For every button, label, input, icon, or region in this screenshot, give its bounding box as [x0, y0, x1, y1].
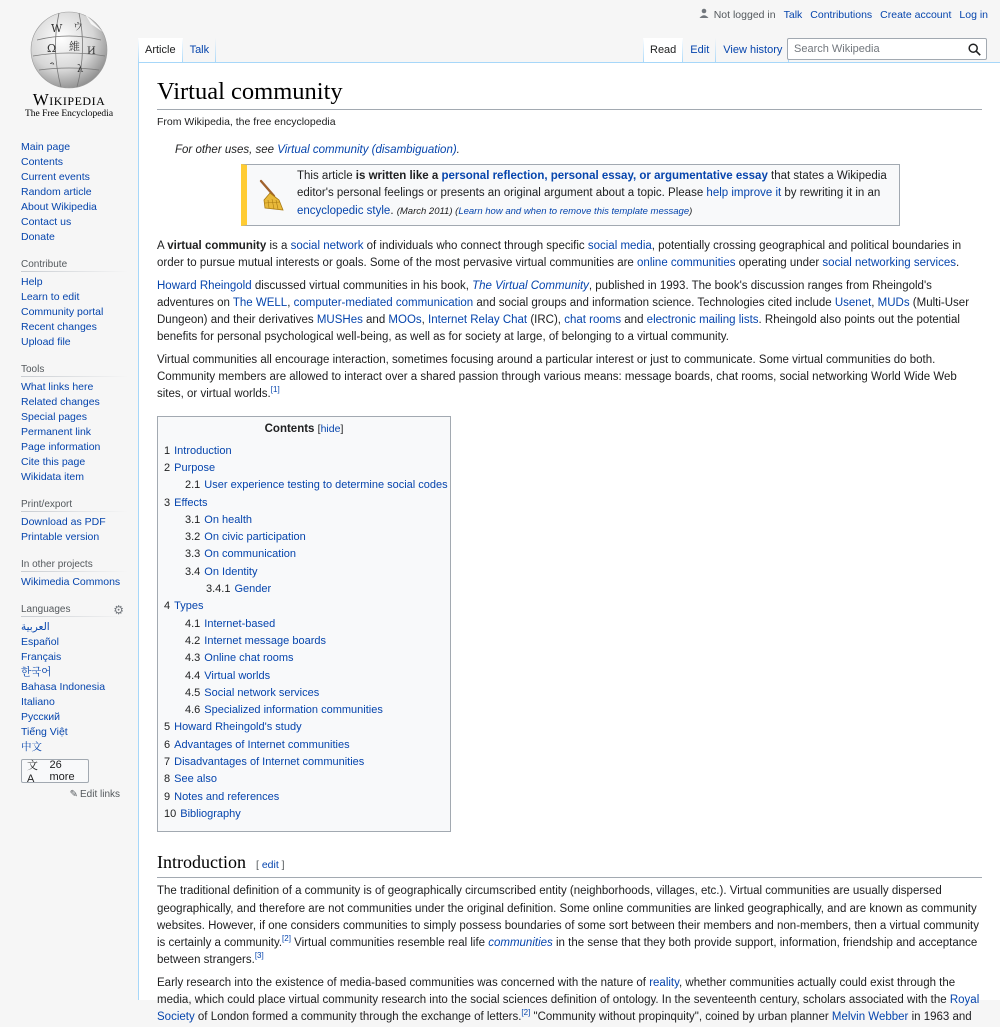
contribute-link-community-portal[interactable]: Community portal [21, 306, 104, 318]
toc-item[interactable] [164, 529, 444, 546]
p2-i: (IRC), [527, 314, 565, 327]
the-virtual-community-link[interactable]: The Virtual Community [472, 279, 589, 292]
contribute-link-upload-file[interactable]: Upload file [21, 336, 71, 348]
toc-link[interactable]: See also [174, 773, 217, 786]
toc-number: 4.6 [185, 704, 201, 717]
print-link-download-as-pdf[interactable]: Download as PDF [21, 516, 106, 528]
toc-number: 4.1 [185, 617, 201, 630]
nav-item [21, 140, 138, 155]
toc-number: 1 [164, 444, 171, 457]
tools-portal [0, 364, 138, 485]
edit-links-label: Edit links [79, 789, 120, 800]
intro-p2-c: of London formed a community through the exchange of letters. [194, 1011, 522, 1024]
toc-number: 3.3 [185, 548, 201, 561]
intro-p2-d: "Community without propinquity", coined by urban planner [530, 1011, 832, 1024]
p2-b: , published in 1993. The book's discussion ranges from Rheingold's adventures on [157, 279, 932, 309]
toc-number: 5 [164, 721, 171, 734]
language-link-bahasa-indonesia[interactable]: Bahasa Indonesia [21, 681, 106, 693]
toc-link[interactable]: Types [174, 600, 204, 613]
nav-link-contact-us[interactable]: Contact us [21, 216, 72, 228]
personal-tools [699, 8, 988, 21]
tab-read-label: Read [650, 44, 677, 56]
lead-paragraph-1 [157, 238, 982, 273]
tools-heading: Tools [21, 364, 128, 377]
languages-heading [21, 604, 128, 617]
p3-a: Virtual communities all encourage interaction, sometimes focusing around a particular interest or just to communicate. Some virtual communities do both. Community members are allowed to interact over a shared passion through various means: message boards, chat rooms, social networking World Wide Web sites, or virtual worlds. [157, 353, 957, 401]
essay-notice-box [241, 164, 900, 226]
contributions-link[interactable]: Contributions [810, 8, 873, 21]
irc-link[interactable]: Internet Relay Chat [428, 314, 528, 327]
edit-section-link[interactable]: edit [261, 859, 279, 872]
language-link-6[interactable]: Русский [21, 711, 60, 723]
contribute-link-learn-to-edit[interactable]: Learn to edit [21, 291, 80, 303]
notice-date-text: (March 2011) [396, 205, 453, 217]
nav-link-random-article[interactable]: Random article [21, 186, 92, 198]
projects-link-wikimedia-commons[interactable]: Wikimedia Commons [21, 576, 121, 588]
language-item [21, 680, 138, 695]
nav-item [21, 170, 138, 185]
toc-link[interactable]: Notes and references [174, 790, 280, 803]
print-portal [0, 499, 138, 545]
globe-icon [29, 10, 109, 90]
help-improve-link[interactable]: help improve it [706, 187, 782, 200]
language-item [21, 650, 138, 665]
toc-link[interactable]: On communication [204, 548, 297, 561]
pencil-icon: ✎ [69, 789, 78, 800]
svg-text:И: И [87, 46, 96, 57]
p2-a: discussed virtual communities in his book, [251, 279, 473, 292]
lead-paragraph-3 [157, 352, 982, 404]
essay-policy-link[interactable]: personal reflection, personal essay, or argumentative essay [441, 170, 768, 182]
not-logged-in-label: Not logged in [713, 9, 776, 21]
melvin-webber-link[interactable]: Melvin Webber [831, 1011, 909, 1024]
translate-icon: 文A [27, 760, 38, 785]
gear-icon[interactable]: ⚙ [113, 603, 124, 617]
tab-talk[interactable] [183, 38, 217, 63]
toc-link[interactable]: Introduction [174, 444, 232, 457]
more-languages-button[interactable] [21, 759, 89, 783]
reference-2b[interactable]: [2] [521, 1008, 531, 1018]
site-subtitle: From Wikipedia, the free encyclopedia [157, 116, 336, 128]
toc-number: 6 [164, 738, 171, 751]
toc-number: 4.2 [185, 634, 201, 647]
not-logged-in [699, 8, 776, 21]
p2-e: , [871, 296, 878, 309]
print-item [21, 515, 138, 530]
toc-link[interactable]: Advantages of Internet communities [174, 738, 350, 751]
toc-number: 2 [164, 461, 171, 474]
communities-link[interactable]: communities [488, 937, 553, 950]
mushes-link[interactable]: MUSHes [316, 314, 363, 327]
reference-1[interactable]: [1] [270, 385, 280, 395]
search-input[interactable] [788, 39, 962, 59]
contribute-item [21, 305, 138, 320]
wikipedia-logo[interactable] [0, 0, 138, 130]
nav-item [21, 155, 138, 170]
toc-number: 3.4 [185, 565, 201, 578]
toc-item[interactable] [164, 546, 444, 563]
p1-f: operating under [735, 257, 823, 270]
talk-link[interactable]: Talk [783, 8, 803, 21]
intro-paragraph-2 [157, 975, 982, 1027]
tools-item [21, 380, 138, 395]
tools-item [21, 425, 138, 440]
contribute-portal [0, 259, 138, 350]
contribute-item [21, 335, 138, 350]
remove-template-link[interactable]: Learn how and when to remove this template message [458, 205, 690, 217]
notice-text [297, 168, 891, 221]
print-heading: Print/export [21, 499, 128, 512]
tab-edit[interactable] [683, 38, 716, 63]
tools-item [21, 440, 138, 455]
toc-item[interactable] [164, 581, 444, 598]
tools-link-what-links-here[interactable]: What links here [21, 381, 94, 393]
hatnote [175, 144, 982, 156]
view-tabs [643, 38, 789, 63]
toc-item[interactable] [164, 806, 444, 823]
reference-3[interactable]: [3] [254, 951, 264, 961]
intro-p1-b: Virtual communities resemble real life [290, 937, 489, 950]
toc-item[interactable] [164, 789, 444, 806]
tab-edit-label: Edit [690, 44, 710, 56]
language-item [21, 620, 138, 635]
toc-number: 3.2 [185, 531, 201, 544]
tab-view-history-label: View history [723, 44, 783, 56]
intro-p1-a: The traditional definition of a community is of geographically circumscribed entity (neighborhoods, villages, etc.). Virtual communities are usually dispersed geographically, and therefore are not communities under the original definition. Some online communities are linked geographically, and are known as community websites. However, if one considers communities to simply possess boundaries of some sort between their members and non-members, then a virtual community is certainly a community. [157, 885, 979, 950]
toc-number: 4.5 [185, 686, 201, 699]
toc-link[interactable]: Bibliography [180, 807, 241, 820]
toc-item[interactable] [164, 771, 444, 788]
p1-d: of individuals who connect through specific [363, 240, 588, 252]
tools-item [21, 455, 138, 470]
language-link-espa-ol[interactable]: Español [21, 636, 59, 648]
intro-p2-e: in 1963 and [908, 1011, 972, 1024]
social-network-link[interactable]: social network [290, 240, 364, 252]
nav-link-about-wikipedia[interactable]: About Wikipedia [21, 201, 97, 213]
edit-interlanguage-links[interactable] [0, 789, 138, 800]
p2-f: (Multi-User Dungeon) and their derivatives [157, 296, 970, 327]
toc-title [164, 423, 444, 435]
intro-p2-b: , whether communities actually could exist through the media, which could place virtual community research into the social sciences definition of ontology. In the seventeenth century, scholars associated with the [157, 976, 956, 1006]
tools-item [21, 395, 138, 410]
print-link-printable-version[interactable]: Printable version [21, 531, 100, 543]
nav-link-main-page[interactable]: Main page [21, 141, 71, 153]
toc-item[interactable] [164, 685, 444, 702]
toc-link[interactable]: Howard Rheingold's study [174, 721, 302, 734]
nav-portal [0, 140, 138, 245]
table-of-contents [157, 416, 451, 833]
notice-t3: by rewriting it in an [781, 187, 881, 200]
contribute-heading: Contribute [21, 259, 128, 272]
toc-link[interactable]: On civic participation [204, 531, 306, 544]
p1-e: , potentially crossing geographical and political boundaries in order to pursue mutual interests or goals. Some of the most pervasive virtual communities are [157, 240, 962, 270]
tools-link-page-information[interactable]: Page information [21, 441, 101, 453]
moos-link[interactable]: MOOs [388, 314, 422, 327]
toc-item[interactable] [164, 737, 444, 754]
contribute-item [21, 290, 138, 305]
tools-link-permanent-link[interactable]: Permanent link [21, 426, 92, 438]
tab-article[interactable] [138, 38, 183, 63]
toc-item[interactable] [164, 460, 444, 477]
toc-link[interactable]: Internet-based [204, 617, 276, 630]
nav-link-current-events[interactable]: Current events [21, 171, 90, 183]
contribute-item [21, 320, 138, 335]
toc-item[interactable] [164, 512, 444, 529]
toc-number: 8 [164, 773, 171, 786]
nav-link-contents[interactable]: Contents [21, 156, 64, 168]
reference-2[interactable]: [2] [282, 934, 291, 944]
language-link-0[interactable]: العربية [21, 621, 50, 633]
language-link-ti-ng-vi-t[interactable]: Tiếng Việt [21, 726, 68, 738]
broom-icon [255, 168, 289, 221]
language-item [21, 695, 138, 710]
language-item [21, 710, 138, 725]
language-link-8[interactable]: 中文 [21, 741, 42, 753]
toc-item[interactable] [164, 564, 444, 581]
p2-k: . Rheingold also points out the potential benefits for personal psychological well-being, as well as for society at large, of belonging to a virtual community. [157, 314, 960, 344]
mailing-lists-link[interactable]: electronic mailing lists [646, 314, 759, 327]
toc-item[interactable] [164, 616, 444, 633]
nav-item [21, 200, 138, 215]
toc-link[interactable]: Online chat rooms [204, 652, 294, 665]
toc-link[interactable]: On Identity [204, 565, 258, 578]
tools-item [21, 470, 138, 485]
notice-bold: is written like a [355, 170, 442, 182]
tab-article-label: Article [145, 44, 176, 56]
tools-link-special-pages[interactable]: Special pages [21, 411, 87, 423]
nav-item [21, 230, 138, 245]
language-link-fran-ais[interactable]: Français [21, 651, 62, 663]
toc-item[interactable] [164, 650, 444, 667]
toc-item[interactable] [164, 754, 444, 771]
toc-link[interactable]: Internet message boards [204, 634, 326, 647]
editsec-open: [ [255, 859, 262, 872]
language-item [21, 635, 138, 650]
toc-hide-toggle: [hide] [317, 422, 344, 435]
sidebar [0, 140, 138, 810]
hatnote-suffix: . [456, 144, 460, 156]
toc-item[interactable] [164, 443, 444, 460]
lead-paragraph-2 [157, 278, 982, 347]
toc-link[interactable]: Purpose [174, 461, 216, 474]
tools-link-wikidata-item[interactable]: Wikidata item [21, 471, 85, 483]
contribute-link-help[interactable]: Help [21, 276, 43, 288]
hatnote-prefix: For other uses, see [175, 144, 278, 156]
projects-portal [0, 559, 138, 590]
projects-heading: In other projects [21, 559, 128, 572]
intro-paragraph-1 [157, 883, 982, 969]
intro-p1-c: in the sense that they both provide support, information, friendship and acceptance between strangers. [157, 937, 978, 967]
log-in-link[interactable]: Log in [959, 8, 988, 21]
p2-g: and [362, 314, 389, 327]
toc-number: 10 [164, 807, 177, 820]
toc-number: 7 [164, 756, 171, 769]
royal-society-link[interactable]: Royal Society [157, 993, 980, 1024]
p2-j: and [621, 314, 647, 327]
toc-number: 4.3 [185, 652, 201, 665]
page-title: Virtual community [157, 77, 982, 110]
language-item [21, 740, 138, 755]
toc-link[interactable]: Gender [234, 583, 272, 596]
toc-number: 3.1 [185, 513, 201, 526]
p1-bold-term: virtual community [167, 240, 267, 252]
toc-link[interactable]: Effects [174, 496, 208, 509]
toc-item[interactable] [164, 633, 444, 650]
namespace-tabs [138, 38, 216, 63]
projects-item [21, 575, 138, 590]
language-link-italiano[interactable]: Italiano [21, 696, 55, 708]
notice-t2: that states a Wikipedia editor's personal feelings or presents an original argument about a topic. Please [297, 170, 887, 200]
toc-link[interactable]: Disadvantages of Internet communities [174, 756, 365, 769]
nav-item [21, 185, 138, 200]
notice-small-close: ) [689, 205, 693, 217]
more-languages-label: 26 more [49, 759, 75, 783]
notice-date [397, 206, 453, 217]
notice-small-open: ( [452, 205, 459, 217]
toc-number: 3 [164, 496, 171, 509]
nav-link-donate[interactable]: Donate [21, 231, 55, 243]
tab-read[interactable] [643, 38, 683, 63]
toc-number: 4.4 [185, 669, 201, 682]
social-networking-services-link[interactable]: social networking services [822, 257, 957, 270]
tab-view-history[interactable] [716, 38, 789, 63]
toc-item[interactable] [164, 719, 444, 736]
svg-text:維: 維 [69, 40, 80, 53]
search-icon[interactable] [962, 43, 986, 56]
p1-c: is a [266, 240, 291, 252]
contribute-item [21, 275, 138, 290]
contribute-link-recent-changes[interactable]: Recent changes [21, 321, 97, 333]
toc-hide-link[interactable]: hide [320, 422, 341, 435]
languages-portal [0, 604, 138, 800]
language-link-3[interactable]: 한국어 [21, 666, 52, 678]
toc-item[interactable] [164, 495, 444, 512]
toc-link[interactable]: Virtual worlds [204, 669, 271, 682]
search-box [787, 38, 987, 60]
howard-rheingold-link[interactable]: Howard Rheingold [157, 279, 252, 292]
p2-h: , [421, 314, 429, 327]
user-icon [699, 9, 712, 21]
print-item [21, 530, 138, 545]
svg-text:ウ: ウ [73, 22, 83, 33]
online-communities-link[interactable]: online communities [637, 257, 736, 270]
language-item [21, 725, 138, 740]
disambiguation-link[interactable]: Virtual community (disambiguation) [277, 144, 457, 156]
introduction-heading-label: Introduction [157, 852, 246, 873]
svg-text:W: W [51, 22, 63, 35]
toc-link[interactable]: On health [204, 513, 252, 526]
toc-number: 9 [164, 790, 171, 803]
toc-number: 4 [164, 600, 171, 613]
p1-g: . [956, 257, 960, 270]
toc-title-label: Contents [264, 422, 315, 435]
reality-link[interactable]: reality [649, 976, 680, 989]
social-media-link[interactable]: social media [587, 240, 652, 252]
cmc-link[interactable]: computer-mediated communication [293, 296, 474, 309]
p1-a: A [157, 240, 168, 252]
tools-item [21, 410, 138, 425]
wikipedia-wordmark: Wikipedia [32, 90, 106, 109]
p2-c: , [287, 296, 294, 309]
notice-t1: This article [297, 170, 356, 182]
toc-item[interactable] [164, 598, 444, 615]
p2-d: and social groups and information science. Technologies cited include [473, 296, 835, 309]
tools-link-cite-this-page[interactable]: Cite this page [21, 456, 86, 468]
languages-heading-label: Languages [21, 604, 71, 615]
usenet-link[interactable]: Usenet [834, 296, 872, 309]
language-item [21, 665, 138, 680]
toc-link[interactable]: Specialized information communities [204, 704, 383, 717]
nav-item [21, 215, 138, 230]
toc-item[interactable] [164, 477, 448, 494]
muds-link[interactable]: MUDs [877, 296, 910, 309]
tools-link-related-changes[interactable]: Related changes [21, 396, 100, 408]
toc-item[interactable] [164, 668, 444, 685]
chat-rooms-link[interactable]: chat rooms [564, 314, 622, 327]
toc-number: 2.1 [185, 479, 201, 492]
toc-number: 3.4.1 [206, 583, 231, 596]
edit-section-introduction [256, 859, 285, 871]
editsec-close: ] [278, 859, 285, 872]
wikipedia-tagline: The Free Encyclopedia [24, 109, 114, 119]
toc-link[interactable]: Social network services [204, 686, 320, 699]
the-well-link[interactable]: The WELL [232, 296, 288, 309]
section-heading-introduction [157, 850, 982, 878]
main-content [138, 62, 1000, 1024]
create-account-link[interactable]: Create account [880, 8, 952, 21]
svg-text:λ: λ [77, 64, 84, 75]
toc-link[interactable]: User experience testing to determine social codes [204, 479, 448, 492]
toc-item[interactable] [164, 702, 444, 719]
tab-talk-label: Talk [189, 44, 210, 56]
notice-t4: . [390, 204, 397, 217]
svg-text:Ω: Ω [47, 42, 57, 55]
intro-p2-a: Early research into the existence of media-based communities was concerned with the nature of [157, 976, 650, 989]
encyclopedic-style-link[interactable]: encyclopedic style [297, 204, 391, 217]
